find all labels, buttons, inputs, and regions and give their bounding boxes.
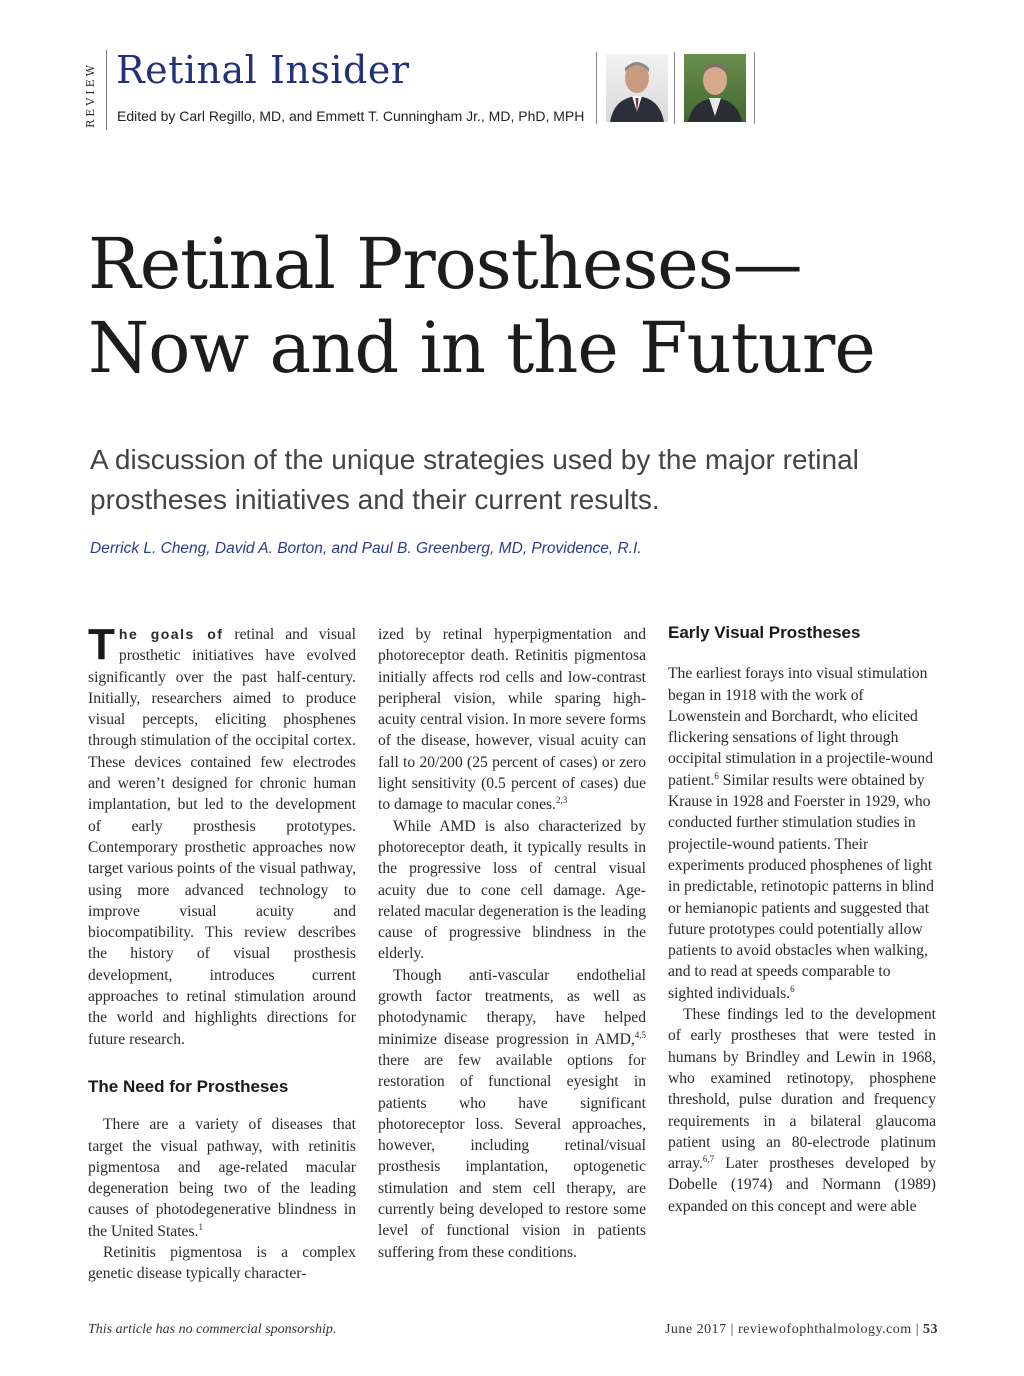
- photo-divider: [754, 52, 755, 124]
- footer-divider: |: [730, 1322, 738, 1337]
- section-heading-need: The Need for Prostheses: [88, 1076, 289, 1096]
- citation: 2,3: [555, 795, 568, 806]
- page-number: 53: [923, 1322, 938, 1337]
- citation: 1: [198, 1221, 203, 1232]
- deck-line-2: prostheses initiatives and their current results.: [90, 484, 660, 515]
- editors-credit: Edited by Carl Regillo, MD, and Emmett T. Cunningham Jr., MD, PhD, MPH: [117, 108, 585, 124]
- title-line-2: Now and in the Future: [88, 307, 875, 389]
- department-title: Retinal Insider: [116, 48, 410, 92]
- site-url: reviewofophthalmology.com: [737, 1322, 912, 1337]
- editor-photo-cunningham: [684, 54, 746, 122]
- review-tag: [78, 50, 107, 130]
- photo-divider: [596, 52, 597, 124]
- intro-text: retinal and visual prosthetic initiatives have evolved significantly over the past half-century. Initially, researchers aimed to produce visual percepts, eliciting phosphenes through stimulation of the occipital cortex. These devices contained few electrodes and weren’t designed for chronic human implantation, but led to the development of early prosthesis prototypes. Contemporary prosthetic approaches now target various points of the visual pathway, using more advanced technology to improve visual acuity and biocompatibility. This review describes the history of visual prosthesis development, introduces current approaches to retinal stimulation around the world and highlights directions for future research.: [88, 626, 356, 1048]
- body-paragraph: While AMD is also characterized by photoreceptor death, it typically results in the progressive loss of central visual acuity due to cone cell damage. Age-related macular degeneration is the leading cause of progressive blindness in the elderly.: [378, 817, 647, 963]
- review-tag-label: REVIEW: [84, 62, 97, 128]
- body-column-2: [378, 624, 646, 1263]
- body-paragraph: These findings led to the development of early prostheses that were tested in humans by Brindley and Lewin in 1968, who examined retinotopy, phosphene threshold, pulse duration and frequency requirements in a bilateral glaucoma patient using an 80-electrode platinum array.$^{6,7}$ Later prostheses developed by Dobelle (1974) and Normann (1989) expanded on this concept and were able: [668, 1006, 936, 1215]
- footer-divider: |: [915, 1322, 923, 1337]
- page-footer: [665, 1322, 938, 1338]
- body-paragraph: Though anti-vascular endothelial growth factor treatments, as well as photodynamic therapy, have helped minimize disease progression in AMD,$^{4,5}$ there are few available options for restoration of functional eyesight in patients who have significant photoreceptor loss. Several approaches, however, including retinal/visual prosthesis implantation, optogenetic stimulation and stem cell therapy, are currently being developed to restore some level of functional vision in patients suffering from these conditions.: [378, 966, 646, 1261]
- body-column-3: [668, 624, 936, 1217]
- editor-photos: [596, 52, 756, 124]
- deck-line-1: A discussion of the unique strategies used by the major retinal: [90, 444, 859, 475]
- lead-in: he goals of: [118, 626, 224, 642]
- sponsorship-note: This article has no commercial sponsorship.: [88, 1322, 337, 1337]
- drop-cap: T: [88, 620, 115, 669]
- section-heading-early: Early Visual Prostheses: [668, 623, 861, 642]
- body-column-1: [88, 620, 356, 1285]
- citation: 4,5: [634, 1029, 646, 1040]
- citation: 6: [714, 770, 719, 781]
- author-byline: Derrick L. Cheng, David A. Borton, and Paul B. Greenberg, MD, Providence, R.I.: [90, 540, 642, 557]
- citation: 6,7: [702, 1153, 715, 1164]
- body-paragraph: ized by retinal hyperpigmentation and photoreceptor death. Retinitis pigmentosa initially affects rod cells and low-contrast peripheral vision, while sparing high-acuity central vision. In more severe forms of the disease, however, visual acuity can fall to 20/200 (25 percent of cases) or zero light sensitivity (0.5 percent of cases) due to damage to macular cones.$^{2,3}$: [378, 626, 646, 814]
- photo-divider: [674, 52, 675, 124]
- citation: 6: [790, 983, 795, 994]
- issue-date: June 2017: [664, 1322, 727, 1337]
- article-deck: [90, 440, 950, 520]
- intro-paragraph: [88, 620, 356, 1050]
- editor-photo-regillo: [606, 54, 668, 122]
- body-paragraph: The earliest forays into visual stimulation began in 1918 with the work of Lowenstein and Borchardt, who elicited flickering sensations of light through occipital stimulation in a projectile-wound patient.$^6$ Similar results were obtained by Krause in 1928 and Foerster in 1929, who conducted further stimulation studies in projectile-wound patients. Their experiments produced phosphenes of light in predictable, retinotopic patterns in blind or hemianopic patients and suggested that future prototypes could potentially allow patients to avoid obstacles when walking, and to read at speeds comparable to sighted individuals.$^6$: [668, 665, 934, 1002]
- body-paragraph: Retinitis pigmentosa is a complex genetic disease typically character-: [88, 1244, 356, 1283]
- article-title: [88, 222, 948, 390]
- title-line-1: Retinal Prostheses—: [88, 223, 802, 305]
- body-paragraph: There are a variety of diseases that target the visual pathway, with retinitis pigmentosa and age-related macular degeneration being two of the leading causes of photodegenerative blindness in the United States.$^1$: [88, 1116, 356, 1240]
